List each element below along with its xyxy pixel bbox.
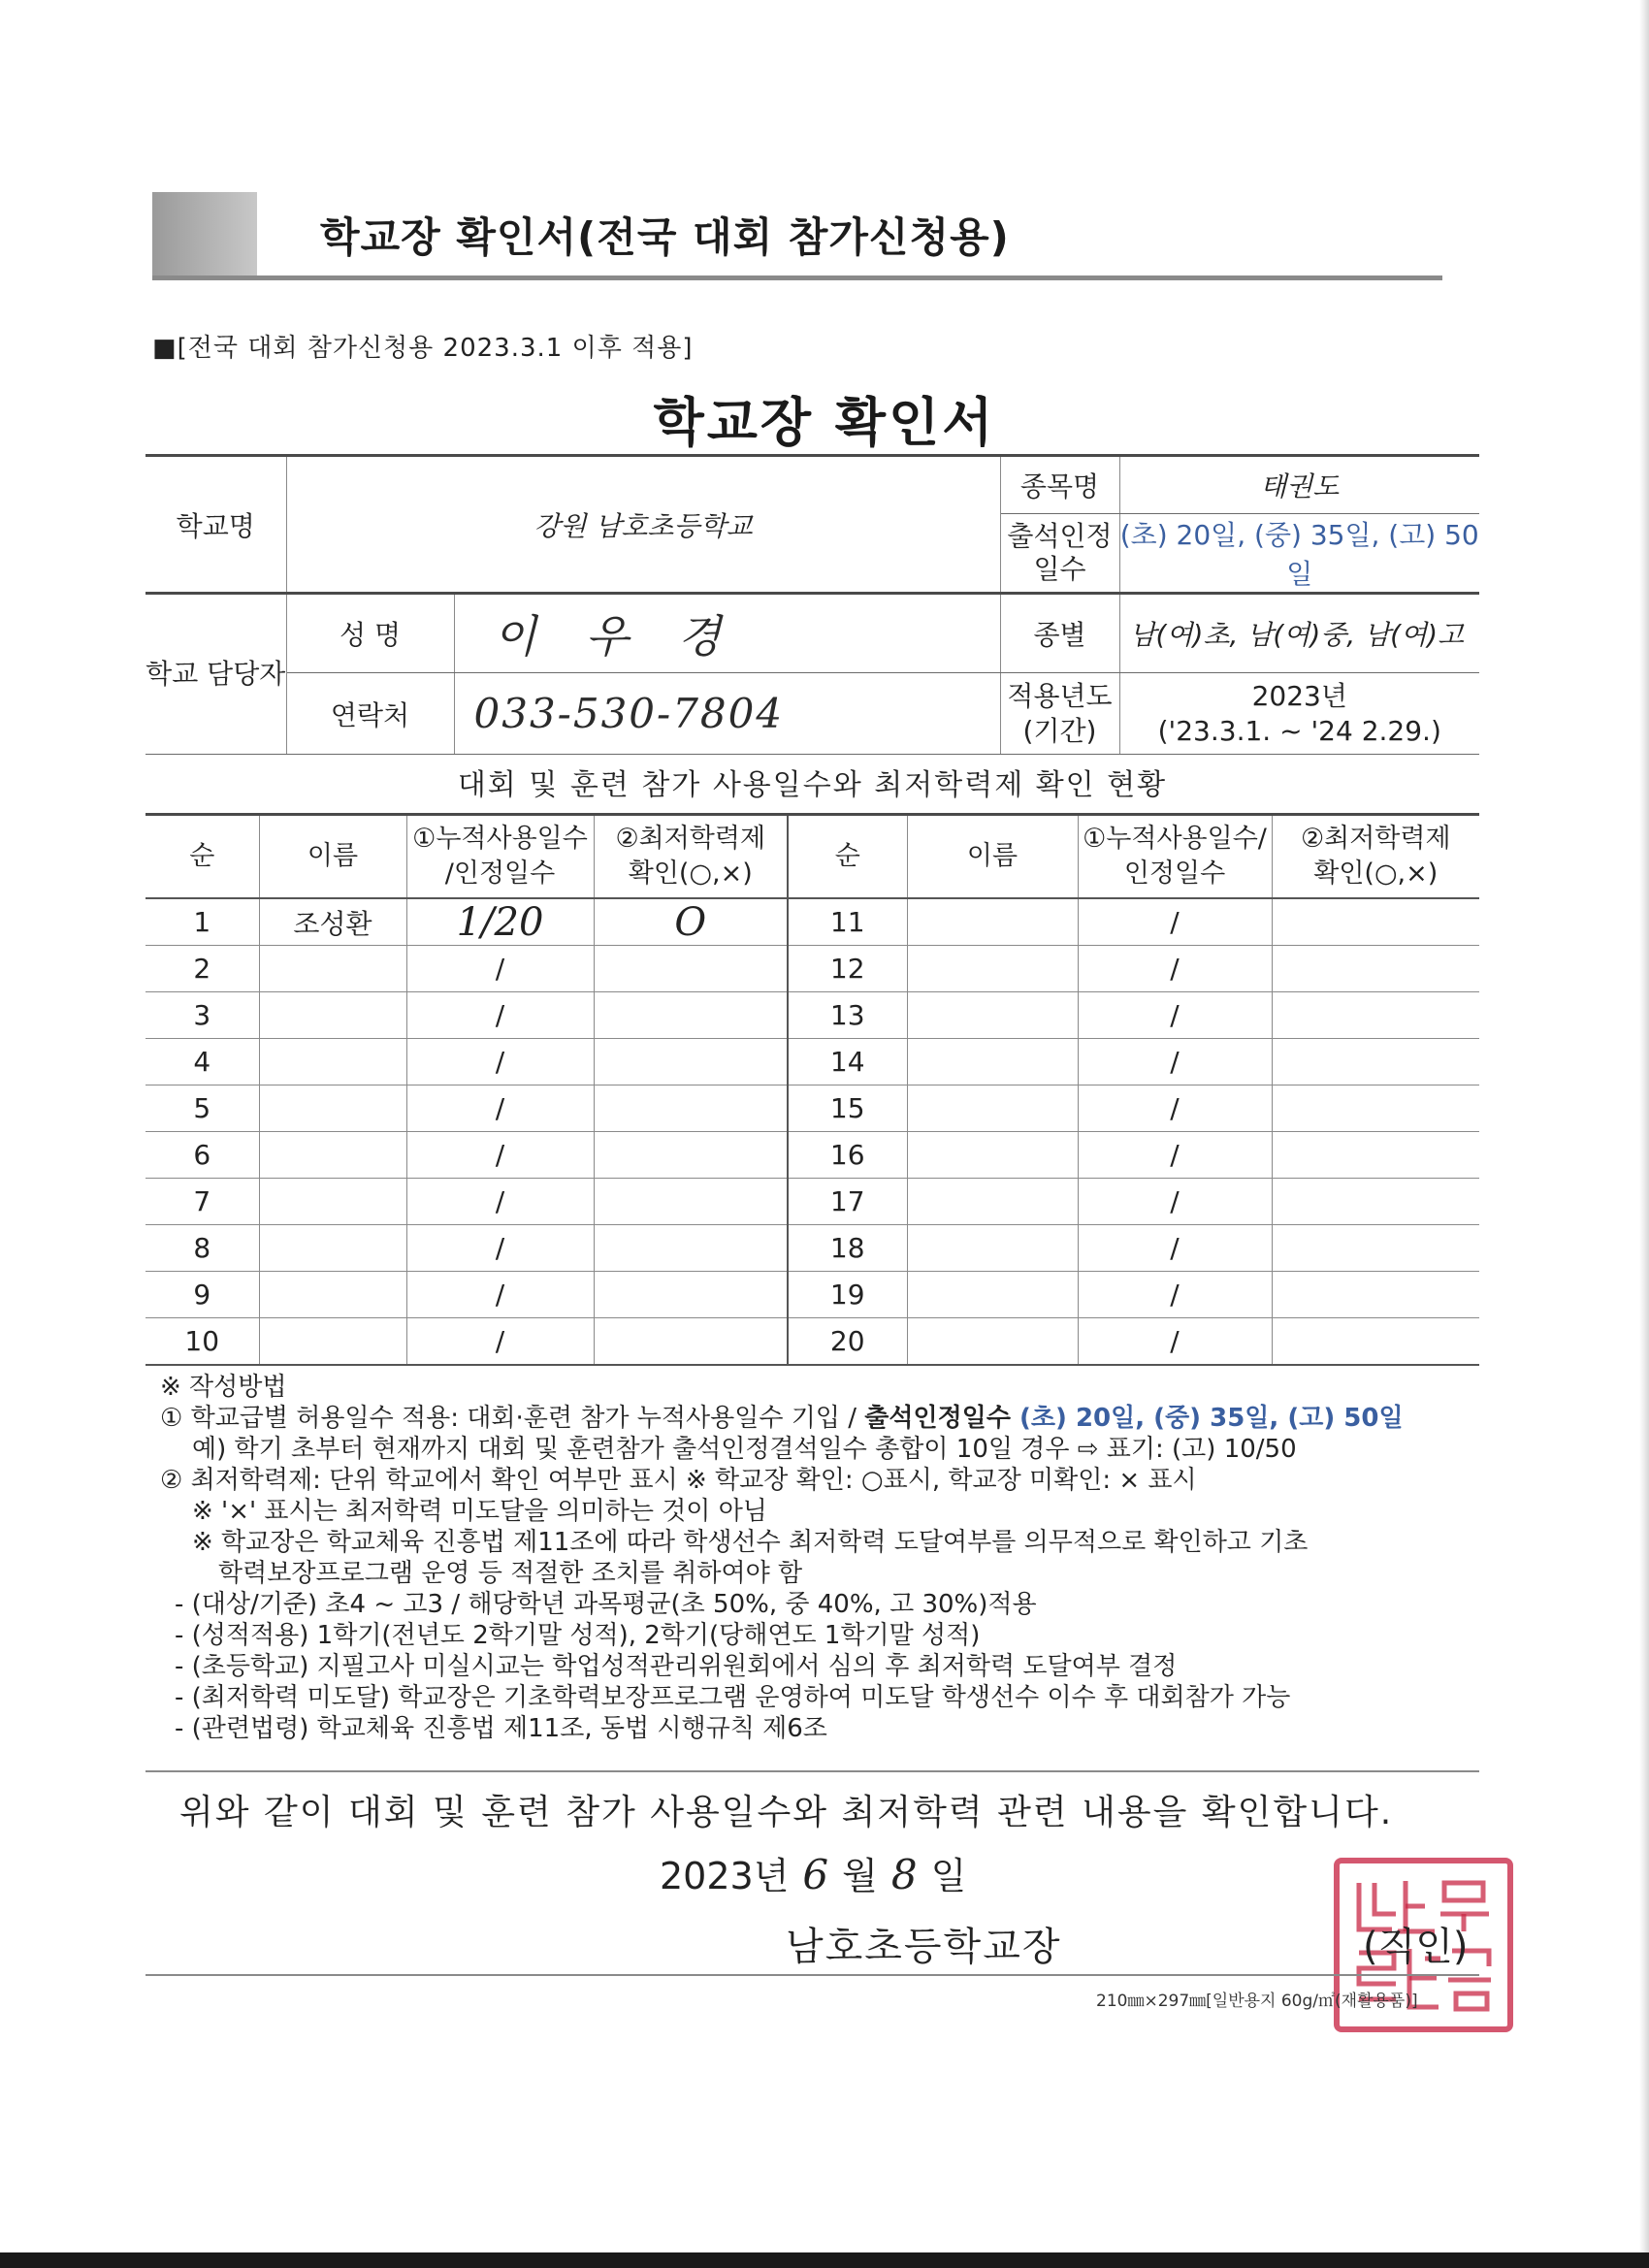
row-check-left (594, 1132, 788, 1179)
col-check-right: ②최저학력제 확인(○,×) (1272, 815, 1479, 899)
row-name-right (907, 1225, 1078, 1272)
instruction-bullet-4: - (최저학력 미도달) 학교장은 기초학력보장프로그램 운영하여 미도달 학생선수 이수 후 대회참가 가능 (175, 1683, 1291, 1712)
row-days-right: / (1078, 1085, 1272, 1132)
instruction-note-2b: 학력보장프로그램 운영 등 적절한 조치를 취하여야 함 (218, 1559, 803, 1588)
row-check-right (1272, 1272, 1479, 1318)
scan-edge (1639, 0, 1649, 2268)
table-row (146, 1318, 1479, 1366)
seal-label: (직인) (1363, 1925, 1469, 1969)
row-days-left: / (406, 1179, 594, 1225)
row-name-right (907, 1039, 1078, 1085)
contact-label: 연락처 (286, 673, 454, 755)
row-days-right: / (1078, 1132, 1272, 1179)
attendance-value: (초) 20일, (중) 35일, (고) 50일 (1119, 514, 1479, 594)
instruction-bullet-1: - (대상/기준) 초4 ~ 고3 / 해당학년 과목평균(초 50%, 중 40%, 고 30%)적용 (175, 1590, 1037, 1619)
table-row (146, 1179, 1479, 1225)
row-check-left (594, 1179, 788, 1225)
row-name-right (907, 1179, 1078, 1225)
year-label: 적용년도 (기간) (1000, 673, 1119, 755)
row-no-left: 6 (146, 1132, 259, 1179)
row-no-right: 18 (788, 1225, 907, 1272)
row-check-right (1272, 1318, 1479, 1366)
row-name-right (907, 946, 1078, 992)
row-no-right: 13 (788, 992, 907, 1039)
instruction-bullet-2: - (성적적용) 1학기(전년도 2학기말 성적), 2학기(당해연도 1학기말 성적) (175, 1621, 981, 1650)
row-check-right (1272, 1039, 1479, 1085)
table-row (146, 1132, 1479, 1179)
instruction-item-1-example: 예) 학기 초부터 현재까지 대회 및 훈련참가 출석인정결석일수 총합이 10일 경우 ⇨ 표기: (고) 10/50 (192, 1435, 1297, 1464)
row-no-right: 20 (788, 1318, 907, 1366)
school-label: 학교명 (146, 456, 286, 594)
row-days-left: / (406, 1318, 594, 1366)
instruction-item-2: ② 최저학력제: 단위 학교에서 확인 여부만 표시 ※ 학교장 확인: ○표시, 학교장 미확인: × 표시 (160, 1466, 1197, 1495)
row-no-right: 11 (788, 898, 907, 946)
row-check-right (1272, 1225, 1479, 1272)
instruction-bullet-5: - (관련법령) 학교체육 진흥법 제11조, 동법 시행규칙 제6조 (175, 1714, 827, 1743)
row-days-right: / (1078, 1039, 1272, 1085)
row-no-left: 1 (146, 898, 259, 946)
instruction-bullet-3: - (초등학교) 지필고사 미실시교는 학업성적관리위원회에서 심의 후 최저학력 도달여부 결정 (175, 1652, 1178, 1681)
col-check-left: ②최저학력제 확인(○,×) (594, 815, 788, 899)
row-name-left: 조성환 (259, 898, 406, 946)
table-row (146, 898, 1479, 946)
year-value: 2023년 (1251, 679, 1347, 712)
row-no-right: 14 (788, 1039, 907, 1085)
row-check-left: O (594, 898, 788, 946)
row-no-left: 10 (146, 1318, 259, 1366)
row-name-right (907, 1085, 1078, 1132)
row-name-right (907, 1318, 1078, 1366)
row-no-right: 17 (788, 1179, 907, 1225)
row-no-left: 2 (146, 946, 259, 992)
row-check-left (594, 1225, 788, 1272)
col-days-left: ①누적사용일수 /인정일수 (406, 815, 594, 899)
instructions-divider (146, 1770, 1479, 1772)
row-name-right (907, 1132, 1078, 1179)
col-no-right: 순 (788, 815, 907, 899)
table-row (146, 1272, 1479, 1318)
row-name-right (907, 992, 1078, 1039)
row-check-right (1272, 1179, 1479, 1225)
row-check-left (594, 1272, 788, 1318)
row-no-left: 9 (146, 1272, 259, 1318)
row-check-right (1272, 898, 1479, 946)
row-no-left: 5 (146, 1085, 259, 1132)
header-underline (152, 275, 1442, 280)
row-name-left (259, 1179, 406, 1225)
row-days-right: / (1078, 1318, 1272, 1366)
date-month: 6 (802, 1851, 829, 1898)
table-row (146, 1225, 1479, 1272)
scan-bottom-edge (0, 2252, 1649, 2268)
contact-value: 033-530-7804 (454, 673, 1000, 755)
row-no-left: 8 (146, 1225, 259, 1272)
row-check-right (1272, 992, 1479, 1039)
row-no-left: 7 (146, 1179, 259, 1225)
row-days-left: / (406, 1225, 594, 1272)
section-title: 대회 및 훈련 참가 사용일수와 최저학력제 확인 현황 (457, 768, 1168, 802)
row-name-right (907, 898, 1078, 946)
date-year: 2023년 (660, 1855, 790, 1897)
paper-spec: 210㎜×297㎜[일반용지 60g/㎡(재활용품)] (1096, 1992, 1418, 2011)
gender-label: 종별 (1000, 594, 1119, 673)
period-value: ('23.3.1. ~ '24 2.29.) (1157, 714, 1441, 747)
event-label: 종목명 (1000, 456, 1119, 514)
instruction-item-1: ① 학교급별 허용일수 적용: 대회·훈련 참가 누적사용일수 기입 / 출석인정일수 (초) 20일, (중) 35일, (고) 50일 (160, 1404, 1404, 1433)
row-check-right (1272, 1085, 1479, 1132)
row-days-left: / (406, 1039, 594, 1085)
document-header: 학교장 확인서(전국 대회 참가신청용) (320, 213, 1010, 261)
row-days-left: 1/20 (406, 898, 594, 946)
row-check-left (594, 946, 788, 992)
row-days-left: / (406, 1132, 594, 1179)
instruction-note-2a: ※ 학교장은 학교체육 진흥법 제11조에 따라 학생선수 최저학력 도달여부를 의무적으로 확인하고 기초 (192, 1528, 1309, 1557)
signature-date (660, 1846, 966, 1899)
date-day-label: 일 (930, 1855, 967, 1897)
row-check-left (594, 1085, 788, 1132)
name-value: 이 우 경 (454, 594, 1000, 673)
row-days-left: / (406, 1085, 594, 1132)
row-no-right: 16 (788, 1132, 907, 1179)
row-check-left (594, 992, 788, 1039)
table-row (146, 992, 1479, 1039)
col-no-left: 순 (146, 815, 259, 899)
row-name-left (259, 1225, 406, 1272)
row-name-left (259, 1039, 406, 1085)
row-no-right: 12 (788, 946, 907, 992)
date-month-label: 월 (842, 1855, 878, 1897)
usage-table-body (146, 898, 1479, 1365)
school-value: 강원 남호초등학교 (286, 456, 1000, 594)
confirmation-statement: 위와 같이 대회 및 훈련 참가 사용일수와 최저학력 관련 내용을 확인합니다. (179, 1793, 1394, 1832)
table-row (146, 1085, 1479, 1132)
name-label: 성 명 (286, 594, 454, 673)
row-days-left: / (406, 946, 594, 992)
col-name-right: 이름 (907, 815, 1078, 899)
row-name-left (259, 1318, 406, 1366)
row-name-right (907, 1272, 1078, 1318)
row-no-left: 4 (146, 1039, 259, 1085)
col-name-left: 이름 (259, 815, 406, 899)
row-name-left (259, 992, 406, 1039)
row-days-right: / (1078, 1225, 1272, 1272)
row-days-right: / (1078, 1272, 1272, 1318)
usage-table (146, 813, 1479, 1366)
row-name-left (259, 946, 406, 992)
gender-value: 남(여)초, 남(여)중, 남(여)고 (1119, 594, 1479, 673)
row-name-left (259, 1132, 406, 1179)
row-check-right (1272, 946, 1479, 992)
row-no-right: 15 (788, 1085, 907, 1132)
application-notice: ■[전국 대회 참가신청용 2023.3.1 이후 적용] (152, 334, 694, 363)
instructions (160, 1372, 1499, 1744)
footer-divider (146, 1974, 1479, 1976)
row-name-left (259, 1272, 406, 1318)
row-days-left: / (406, 1272, 594, 1318)
col-days-right: ①누적사용일수/ 인정일수 (1078, 815, 1272, 899)
row-days-right: / (1078, 898, 1272, 946)
row-check-left (594, 1318, 788, 1366)
table-row (146, 1039, 1479, 1085)
header-decoration (152, 192, 257, 275)
table-row (146, 946, 1479, 992)
row-no-right: 19 (788, 1272, 907, 1318)
info-table (146, 454, 1479, 755)
row-days-right: / (1078, 946, 1272, 992)
row-check-right (1272, 1132, 1479, 1179)
row-name-left (259, 1085, 406, 1132)
manager-label: 학교 담당자 (146, 594, 286, 755)
event-value: 태권도 (1119, 456, 1479, 514)
row-check-left (594, 1039, 788, 1085)
row-days-right: / (1078, 992, 1272, 1039)
row-no-left: 3 (146, 992, 259, 1039)
row-days-left: / (406, 992, 594, 1039)
main-title: 학교장 확인서 (653, 392, 996, 453)
attendance-label: 출석인정 일수 (1000, 514, 1119, 594)
row-days-right: / (1078, 1179, 1272, 1225)
principal-title: 남호초등학교장 (786, 1925, 1062, 1969)
instructions-heading: ※ 작성방법 (160, 1373, 287, 1402)
date-day: 8 (890, 1851, 918, 1898)
instruction-note-1: ※ '×' 표시는 최저학력 미도달을 의미하는 것이 아님 (192, 1497, 767, 1526)
